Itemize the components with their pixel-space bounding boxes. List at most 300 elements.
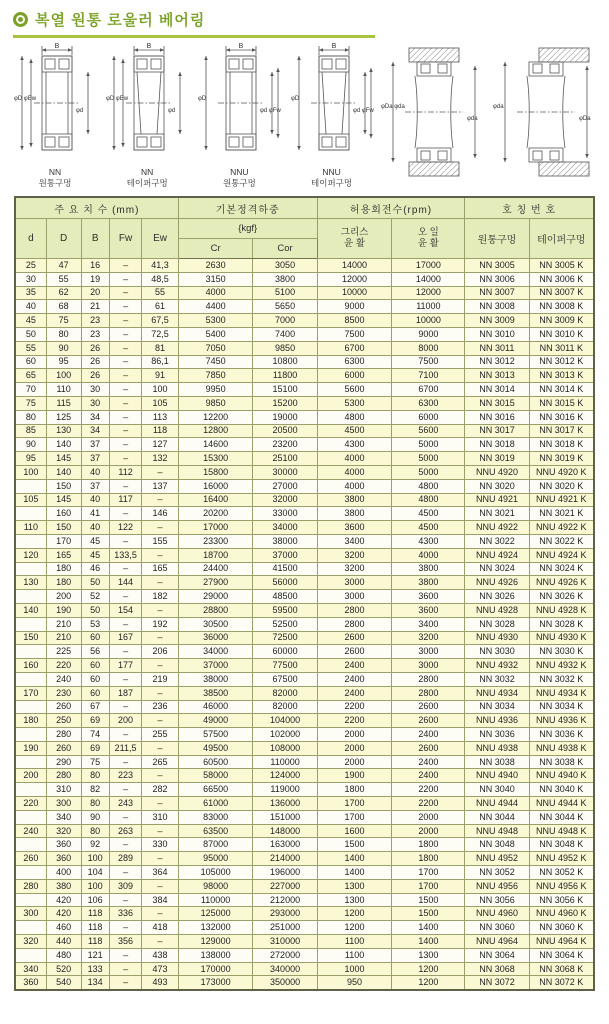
cell-Cor: 350000 (253, 976, 317, 990)
cell-tapered-bore-no: NNU 4921 K (529, 493, 594, 507)
cell-grease-rpm: 4300 (317, 438, 392, 452)
table-row (15, 493, 594, 507)
cell-oil-rpm: 2600 (392, 714, 465, 728)
cell-d: 360 (15, 976, 46, 990)
cell-D: 180 (46, 562, 81, 576)
cell-Cor: 56000 (253, 576, 317, 590)
title-divider (13, 35, 375, 38)
cell-Fw: 263 (109, 824, 141, 838)
cell-d: 45 (15, 314, 46, 328)
cell-tapered-bore-no: NNU 4960 K (529, 907, 594, 921)
cell-Cor: 310000 (253, 935, 317, 949)
group-header-dimensions: 주 요 치 수 (mm) (15, 197, 178, 219)
svg-text:B: B (54, 43, 60, 50)
diagram-caption (127, 167, 168, 188)
cell-Cr: 5300 (178, 314, 253, 328)
cell-Ew: – (142, 493, 178, 507)
cell-Cr: 138000 (178, 948, 253, 962)
cell-tapered-bore-no: NN 3019 K (529, 452, 594, 466)
cell-B: 23 (81, 327, 109, 341)
cell-Fw: – (109, 866, 141, 880)
grease-label-line2: 윤 활 (344, 237, 366, 249)
cell-Fw: 356 (109, 935, 141, 949)
cell-D: 320 (46, 824, 81, 838)
col-header-Fw: Fw (109, 219, 141, 259)
cell-cylindrical-bore-no: NNU 4930 (465, 631, 529, 645)
cell-tapered-bore-no: NN 3034 K (529, 700, 594, 714)
cell-d: 340 (15, 962, 46, 976)
cell-Cr: 9850 (178, 396, 253, 410)
table-row (15, 259, 594, 273)
cell-Ew: 236 (142, 700, 178, 714)
svg-text:B: B (239, 43, 244, 50)
cell-tapered-bore-no: NN 3072 K (529, 976, 594, 990)
cell-B: 67 (81, 700, 109, 714)
cell-oil-rpm: 6700 (392, 383, 465, 397)
table-row (15, 465, 594, 479)
cell-grease-rpm: 4000 (317, 465, 392, 479)
table-row (15, 838, 594, 852)
cell-Cr: 83000 (178, 810, 253, 824)
bullet-icon (13, 12, 28, 27)
table-row (15, 396, 594, 410)
cell-B: 23 (81, 314, 109, 328)
cell-D: 140 (46, 465, 81, 479)
diagram-bore-type: 테이퍼구멍 (126, 177, 168, 188)
cell-Cor: 151000 (253, 810, 317, 824)
cell-oil-rpm: 2200 (392, 797, 465, 811)
cell-cylindrical-bore-no: NNU 4964 (465, 935, 529, 949)
cell-Fw: 223 (109, 769, 141, 783)
cell-B: 80 (81, 824, 109, 838)
table-row (15, 948, 594, 962)
cell-Fw: 154 (109, 603, 141, 617)
cell-Fw: – (109, 617, 141, 631)
cell-Ew: 113 (142, 410, 178, 424)
cell-d: 25 (15, 259, 46, 273)
cell-oil-rpm: 7100 (392, 369, 465, 383)
cell-Cor: 148000 (253, 824, 317, 838)
cell-grease-rpm: 1500 (317, 838, 392, 852)
cell-B: 100 (81, 852, 109, 866)
table-row (15, 369, 594, 383)
cell-D: 280 (46, 728, 81, 742)
cell-D: 150 (46, 521, 81, 535)
cell-Fw: – (109, 369, 141, 383)
col-header-oil (392, 219, 465, 259)
table-row (15, 438, 594, 452)
cell-oil-rpm: 5000 (392, 452, 465, 466)
cell-Ew: 192 (142, 617, 178, 631)
cell-Cr: 20200 (178, 507, 253, 521)
cell-oil-rpm: 1700 (392, 879, 465, 893)
cell-Cr: 46000 (178, 700, 253, 714)
col-header-Cor: Cor (253, 239, 317, 259)
table-row (15, 562, 594, 576)
cell-oil-rpm: 2600 (392, 741, 465, 755)
cell-Ew: 81 (142, 341, 178, 355)
cell-D: 380 (46, 879, 81, 893)
cell-Cor: 15200 (253, 396, 317, 410)
cell-D: 340 (46, 810, 81, 824)
cell-B: 34 (81, 410, 109, 424)
table-row (15, 852, 594, 866)
cell-B: 21 (81, 300, 109, 314)
cell-tapered-bore-no: NNU 4948 K (529, 824, 594, 838)
cell-Cor: 15100 (253, 383, 317, 397)
cell-d (15, 728, 46, 742)
cell-Ew: 493 (142, 976, 178, 990)
cell-d (15, 838, 46, 852)
cell-oil-rpm: 2400 (392, 728, 465, 742)
cell-tapered-bore-no: NN 3044 K (529, 810, 594, 824)
cell-d: 35 (15, 286, 46, 300)
cell-Fw: – (109, 590, 141, 604)
cell-Cr: 14600 (178, 438, 253, 452)
cell-Ew: – (142, 714, 178, 728)
cell-Cr: 125000 (178, 907, 253, 921)
cell-Ew: – (142, 521, 178, 535)
cell-Cr: 95000 (178, 852, 253, 866)
cell-Ew: 55 (142, 286, 178, 300)
cell-Cr: 4000 (178, 286, 253, 300)
cell-Cor: 227000 (253, 879, 317, 893)
cell-Cr: 29000 (178, 590, 253, 604)
cell-d: 120 (15, 548, 46, 562)
cell-Ew: 206 (142, 645, 178, 659)
cell-Fw: – (109, 962, 141, 976)
cell-B: 41 (81, 507, 109, 521)
cell-Fw: – (109, 755, 141, 769)
cell-d: 160 (15, 659, 46, 673)
cell-Fw: – (109, 838, 141, 852)
cell-Cor: 38000 (253, 534, 317, 548)
cell-B: 34 (81, 424, 109, 438)
cell-tapered-bore-no: NNU 4932 K (529, 659, 594, 673)
cell-B: 45 (81, 534, 109, 548)
cell-Fw: 144 (109, 576, 141, 590)
cell-d: 300 (15, 907, 46, 921)
cell-D: 130 (46, 424, 81, 438)
cell-cylindrical-bore-no: NNU 4924 (465, 548, 529, 562)
bearing-diagram-nn-tapered (104, 42, 190, 188)
cell-Fw: 200 (109, 714, 141, 728)
cell-cylindrical-bore-no: NN 3028 (465, 617, 529, 631)
cell-Cor: 10800 (253, 355, 317, 369)
cell-Fw: – (109, 479, 141, 493)
cell-Cor: 11800 (253, 369, 317, 383)
bearing-diagram-nn-cylindrical (12, 42, 98, 188)
cell-cylindrical-bore-no: NNU 4948 (465, 824, 529, 838)
cell-tapered-bore-no: NNU 4934 K (529, 686, 594, 700)
cell-Ew: 67,5 (142, 314, 178, 328)
cell-grease-rpm: 2600 (317, 631, 392, 645)
cell-d (15, 645, 46, 659)
cell-grease-rpm: 3000 (317, 576, 392, 590)
cell-Fw: – (109, 396, 141, 410)
cell-Ew: 146 (142, 507, 178, 521)
cell-grease-rpm: 3800 (317, 507, 392, 521)
cell-d (15, 948, 46, 962)
cell-d: 105 (15, 493, 46, 507)
svg-text:B: B (331, 43, 336, 50)
bearing-diagram-nnu-cylindrical (196, 42, 282, 188)
cell-oil-rpm: 4800 (392, 479, 465, 493)
cell-B: 100 (81, 879, 109, 893)
cell-grease-rpm: 3800 (317, 493, 392, 507)
cell-Cr: 27900 (178, 576, 253, 590)
cell-D: 360 (46, 838, 81, 852)
cell-Fw: – (109, 783, 141, 797)
cell-Cor: 7400 (253, 327, 317, 341)
cell-d (15, 755, 46, 769)
cell-B: 37 (81, 452, 109, 466)
table-row (15, 576, 594, 590)
cell-Ew: – (142, 631, 178, 645)
cell-Fw: – (109, 534, 141, 548)
cell-tapered-bore-no: NNU 4936 K (529, 714, 594, 728)
table-row (15, 507, 594, 521)
group-header-load-rating: 기본정격하중 (178, 197, 317, 219)
diagram-bore-type: 원통구멍 (38, 177, 72, 188)
cell-grease-rpm: 2000 (317, 741, 392, 755)
cell-grease-rpm: 1200 (317, 921, 392, 935)
cell-Fw: – (109, 948, 141, 962)
table-row (15, 824, 594, 838)
cell-cylindrical-bore-no: NN 3030 (465, 645, 529, 659)
cell-D: 460 (46, 921, 81, 935)
cell-Cr: 3150 (178, 272, 253, 286)
cell-grease-rpm: 1200 (317, 907, 392, 921)
cell-cylindrical-bore-no: NN 3056 (465, 893, 529, 907)
cell-Ew: 91 (142, 369, 178, 383)
cell-oil-rpm: 2400 (392, 769, 465, 783)
cell-B: 50 (81, 576, 109, 590)
cell-B: 121 (81, 948, 109, 962)
cell-D: 165 (46, 548, 81, 562)
cell-d (15, 783, 46, 797)
cell-B: 37 (81, 479, 109, 493)
table-row (15, 783, 594, 797)
cell-D: 115 (46, 396, 81, 410)
cell-cylindrical-bore-no: NN 3052 (465, 866, 529, 880)
cell-Fw: – (109, 810, 141, 824)
cell-oil-rpm: 5000 (392, 465, 465, 479)
cell-Ew: 86,1 (142, 355, 178, 369)
cell-Cor: 41500 (253, 562, 317, 576)
cell-cylindrical-bore-no: NNU 4956 (465, 879, 529, 893)
cell-grease-rpm: 2000 (317, 755, 392, 769)
cell-tapered-bore-no: NNU 4944 K (529, 797, 594, 811)
cell-tapered-bore-no: NNU 4956 K (529, 879, 594, 893)
cell-Cor: 124000 (253, 769, 317, 783)
cell-Fw: – (109, 645, 141, 659)
cell-d (15, 810, 46, 824)
cell-D: 160 (46, 507, 81, 521)
cell-grease-rpm: 2200 (317, 700, 392, 714)
cell-Ew: 418 (142, 921, 178, 935)
svg-text:φDa: φDa (578, 116, 591, 122)
cell-Cor: 102000 (253, 728, 317, 742)
table-row (15, 976, 594, 990)
cell-tapered-bore-no: NN 3021 K (529, 507, 594, 521)
cell-d (15, 866, 46, 880)
cell-B: 74 (81, 728, 109, 742)
cell-cylindrical-bore-no: NNU 4934 (465, 686, 529, 700)
cell-grease-rpm: 2800 (317, 603, 392, 617)
cell-Ew: – (142, 852, 178, 866)
svg-text:φD: φD (290, 96, 299, 102)
cell-Ew: – (142, 769, 178, 783)
cell-D: 290 (46, 755, 81, 769)
cell-d: 95 (15, 452, 46, 466)
cell-Cr: 37000 (178, 659, 253, 673)
cell-D: 225 (46, 645, 81, 659)
cell-D: 90 (46, 341, 81, 355)
col-header-d: d (15, 219, 46, 259)
cell-cylindrical-bore-no: NN 3072 (465, 976, 529, 990)
cell-grease-rpm: 5300 (317, 396, 392, 410)
cell-Cor: 272000 (253, 948, 317, 962)
diagram-series-code: NN (48, 167, 62, 177)
col-header-D: D (46, 219, 81, 259)
cell-Fw: – (109, 314, 141, 328)
cell-Fw: – (109, 383, 141, 397)
cell-grease-rpm: 4500 (317, 424, 392, 438)
table-row (15, 935, 594, 949)
cell-d: 260 (15, 852, 46, 866)
cell-tapered-bore-no: NN 3036 K (529, 728, 594, 742)
cell-Fw: – (109, 507, 141, 521)
cell-B: 133 (81, 962, 109, 976)
cell-d: 220 (15, 797, 46, 811)
cell-tapered-bore-no: NN 3005 K (529, 259, 594, 273)
cell-tapered-bore-no: NNU 4964 K (529, 935, 594, 949)
cell-B: 80 (81, 769, 109, 783)
cell-grease-rpm: 2600 (317, 645, 392, 659)
cell-d: 180 (15, 714, 46, 728)
cell-d (15, 617, 46, 631)
cell-Cor: 48500 (253, 590, 317, 604)
cell-tapered-bore-no: NNU 4952 K (529, 852, 594, 866)
cell-tapered-bore-no: NN 3060 K (529, 921, 594, 935)
cell-Ew: 105 (142, 396, 178, 410)
cell-grease-rpm: 1000 (317, 962, 392, 976)
cell-D: 280 (46, 769, 81, 783)
cell-B: 30 (81, 383, 109, 397)
cell-B: 20 (81, 286, 109, 300)
cell-grease-rpm: 4800 (317, 410, 392, 424)
table-row (15, 755, 594, 769)
cell-D: 55 (46, 272, 81, 286)
cell-Fw: 122 (109, 521, 141, 535)
table-row (15, 907, 594, 921)
cell-D: 260 (46, 700, 81, 714)
cell-grease-rpm: 2400 (317, 686, 392, 700)
cell-Fw: 133,5 (109, 548, 141, 562)
cell-Fw: 243 (109, 797, 141, 811)
cell-tapered-bore-no: NN 3015 K (529, 396, 594, 410)
cell-B: 118 (81, 907, 109, 921)
cell-Cor: 82000 (253, 686, 317, 700)
svg-text:φD φEw: φD φEw (106, 96, 129, 102)
cell-d: 40 (15, 300, 46, 314)
cell-Fw: – (109, 562, 141, 576)
cell-Cr: 7850 (178, 369, 253, 383)
cell-B: 30 (81, 396, 109, 410)
cell-Ew: 384 (142, 893, 178, 907)
cell-grease-rpm: 6300 (317, 355, 392, 369)
cell-oil-rpm: 3000 (392, 659, 465, 673)
cell-Fw: – (109, 327, 141, 341)
cell-Cr: 12200 (178, 410, 253, 424)
cell-D: 140 (46, 438, 81, 452)
cell-Cr: 58000 (178, 769, 253, 783)
cell-Cor: 3050 (253, 259, 317, 273)
col-header-grease (317, 219, 392, 259)
cell-Ew: 41,3 (142, 259, 178, 273)
cell-D: 190 (46, 603, 81, 617)
cell-Cr: 110000 (178, 893, 253, 907)
cell-d: 100 (15, 465, 46, 479)
cell-tapered-bore-no: NNU 4930 K (529, 631, 594, 645)
cell-Cr: 38000 (178, 672, 253, 686)
cell-tapered-bore-no: NN 3017 K (529, 424, 594, 438)
cell-D: 80 (46, 327, 81, 341)
cell-Cor: 60000 (253, 645, 317, 659)
cell-Cr: 17000 (178, 521, 253, 535)
cell-Ew: 127 (142, 438, 178, 452)
cell-oil-rpm: 1500 (392, 907, 465, 921)
cell-d: 150 (15, 631, 46, 645)
cell-Fw: – (109, 341, 141, 355)
cell-grease-rpm: 3400 (317, 534, 392, 548)
cell-Cr: 30500 (178, 617, 253, 631)
cell-Fw: – (109, 424, 141, 438)
cell-Ew: 255 (142, 728, 178, 742)
cell-B: 40 (81, 521, 109, 535)
cell-oil-rpm: 4000 (392, 548, 465, 562)
mounted-bearing-diagram (493, 42, 599, 182)
cell-Fw: – (109, 410, 141, 424)
cell-Cr: 170000 (178, 962, 253, 976)
cell-Cor: 214000 (253, 852, 317, 866)
cell-Cr: 5400 (178, 327, 253, 341)
cell-cylindrical-bore-no: NNU 4932 (465, 659, 529, 673)
cell-Cor: 34000 (253, 521, 317, 535)
table-row (15, 893, 594, 907)
oil-label-line1: 오 일 (417, 226, 439, 238)
cell-tapered-bore-no: NNU 4926 K (529, 576, 594, 590)
page-title: 복열 원통 로울러 베어링 (35, 12, 206, 29)
cell-Cor: 119000 (253, 783, 317, 797)
cell-oil-rpm: 1500 (392, 893, 465, 907)
table-row (15, 341, 594, 355)
cell-d: 320 (15, 935, 46, 949)
svg-text:φda: φda (466, 116, 478, 122)
cell-oil-rpm: 9000 (392, 327, 465, 341)
cell-Cr: 7050 (178, 341, 253, 355)
cell-oil-rpm: 12000 (392, 286, 465, 300)
mounted-bearing-diagram (381, 42, 487, 182)
svg-text:φd: φd (76, 108, 84, 114)
cell-B: 90 (81, 810, 109, 824)
cell-cylindrical-bore-no: NN 3022 (465, 534, 529, 548)
cell-d (15, 479, 46, 493)
cell-B: 60 (81, 686, 109, 700)
diagram-series-code: NNU (230, 167, 249, 177)
cell-d (15, 590, 46, 604)
